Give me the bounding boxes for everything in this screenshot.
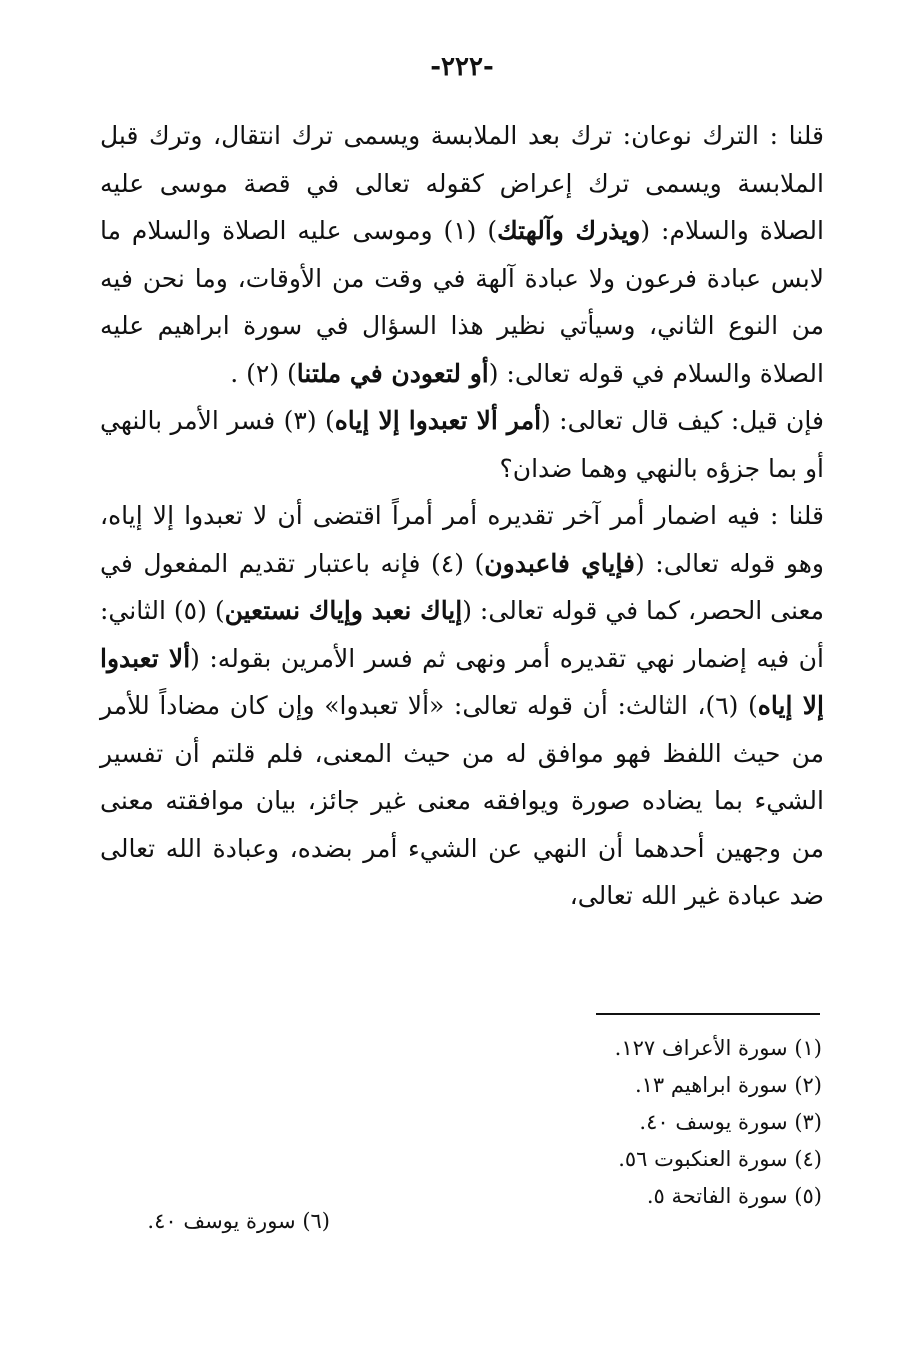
quran-quote: ألا تعبدوا إلا إياه <box>100 643 824 720</box>
footnote-divider <box>596 1013 820 1015</box>
body-text <box>100 112 824 920</box>
quran-quote: فإياي فاعبدون <box>484 548 635 578</box>
footnote: (٢) سورة ابراهيم ١٣. <box>634 1073 822 1097</box>
footnotes <box>560 1030 822 1215</box>
footnote: (٦) سورة يوسف ٤٠. <box>147 1209 330 1233</box>
text-segment: ) (٢) . <box>230 358 297 388</box>
paragraph <box>100 397 824 492</box>
footnote: (٥) سورة الفاتحة ٥. <box>646 1184 822 1208</box>
paragraph <box>100 492 824 920</box>
text-segment: قلنا : الترك نوعان: ترك بعد الملابسة ويسمى ترك انتقال، وترك قبل الملابسة ويسمى ترك إعراض كقوله تعالى في قصة موسى عليه الصلاة والسلام: ( <box>100 121 824 245</box>
footnote: (١) سورة الأعراف ١٢٧. <box>614 1036 822 1060</box>
text-segment: ) (٥) الثاني: أن فيه إضمار نهي تقديره أمر ونهى ثم فسر الأمرين بقوله: ( <box>100 596 824 673</box>
quran-quote: إياك نعبد وإياك نستعين <box>224 596 463 625</box>
footnote: (٣) سورة يوسف ٤٠. <box>639 1110 822 1134</box>
paragraph <box>100 112 824 397</box>
page-number: -٢٢٢- <box>430 52 494 82</box>
text-segment: ) (٤) فإنه باعتبار تقديم المفعول في معنى الحصر، كما في قوله تعالى: ( <box>100 548 824 625</box>
quran-quote: ويذرك وآلهتك <box>497 216 641 245</box>
text-segment: ) (٦)، الثالث: أن قوله تعالى: «ألا تعبدوا» وإن كان مضاداً للأمر من حيث اللفظ فهو موافق له من حيث المعنى، فلم قلتم أن تفسير الشيء بما يضاده صورة ويوافقه معنى غير جائز، بيان موافقته معنى من وجهين أحدهما أن النهي عن الشيء أمر بضده، وعبادة الله تعالى ضد عبادة غير الله تعالى، <box>100 691 824 910</box>
quran-quote: أمر ألا تعبدوا إلا إياه <box>334 406 542 435</box>
text-segment: ) (٣) فسر الأمر بالنهي أو بما جزؤه بالنهي وهما ضدان؟ <box>100 406 824 483</box>
text-segment: قلنا : فيه اضمار أمر آخر تقديره أمر أمراً اقتضى أن لا تعبدوا إلا إياه، وهو قوله تعالى: ( <box>100 501 824 578</box>
text-segment: فإن قيل: كيف قال تعالى: ( <box>541 406 824 435</box>
footnote: (٤) سورة العنكبوت ٥٦. <box>618 1147 822 1171</box>
quran-quote: أو لتعودن في ملتنا <box>296 358 489 388</box>
text-segment: ) (١) وموسى عليه الصلاة والسلام ما لابس عبادة فرعون ولا عبادة آلهة في وقت من الأوقات، وما نحن فيه من النوع الثاني، وسيأتي نظير هذا السؤال في سورة ابراهيم عليه الصلاة والسلام في قوله تعالى: ( <box>100 216 824 388</box>
